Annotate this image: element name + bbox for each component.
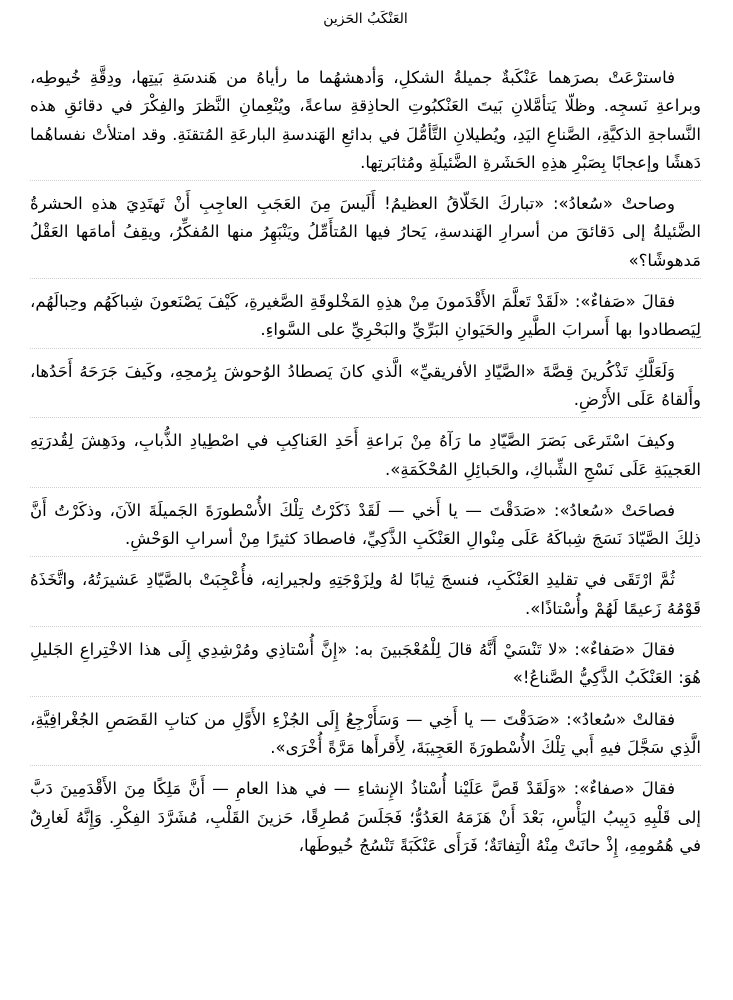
paragraph: وَلَعَلَّكِ تَذْكُرينَ قِصَّةَ «الصَّيّادِ الأفريقيِّ» الَّذي كانَ يَصطادُ الوُحوشَ بِرُمحِهِ، وكَيفَ جَرَحَهُ أَحَدُها، وأَلقاهُ عَلَى الأَرْضِ. xyxy=(30,358,701,419)
body-text xyxy=(30,64,701,860)
paragraph: وصاحتْ «سُعادُ»: «تباركَ الخَلّاقُ العظيمُ! أَلَيسَ مِنَ العَجَبِ العاجِبِ أَنْ تَهتَدِيَ هذهِ الحشرةُ الضَّئيلةُ إلى دَقائقَ من أسرارِ الهَندسةِ، يَحارُ فيها المُتأَمِّلُ ويَنْبَهِرُ منها المُفكِّرُ، ويقِفُ أمامَها العَقْلُ مَدهوشًا؟» xyxy=(30,190,701,279)
paragraph: فاسترْعَتْ بصرَهما عَنْكَبةٌ جميلةُ الشكلِ، وَأدهشهُما ما رأياهُ من هَندسَةِ بَيتِها، ودِقَّةِ خُيوطِه، وبراعةِ نَسجِه. وظلّا يَتأمَّلانِ بَيتَ العَنْكبُوتِ الحاذِقةِ ساعةً، ويُنْعِمانِ النَّظرَ والفِكْرَ في دقائقِ هذه النَّساجةِ الذكيَّةِ، الصَّناعِ اليَدِ، ويُطيلانِ التَّأمُّلَ في بدائعِ الهَندسةِ البارعَةِ المُتقنَةِ. وقد امتلأتْ نفساهُما دَهشًا وإعجابًا بِصَبْرِ هذِهِ الحَشَرةِ الضَّئيلَةِ ومُثابَرتِها. xyxy=(30,64,701,181)
paragraph: وكيفَ اسْتَرعَى بَصَرَ الصَّيّادِ ما رَآهُ مِنْ بَراعةِ أَحَدِ العَناكِبِ في اصْطِيادِ الذُّبابِ، ودَهِشَ لِقُدرَتِهِ العَجيبَةِ عَلَى نَسْجِ الشِّباكِ، والحَبائِلِ المُحْكَمَةِ». xyxy=(30,427,701,488)
paragraph: ثُمَّ ارْتَقَى في تقليدِ العَنْكَبِ، فنسجَ ثِيابًا لهُ ولِزَوْجَتِهِ ولجيرانِه، فأُعْجِبَتْ بالصَّيّادِ عَشيرَتُهُ، واتَّخَذَهُ قَوْمُهُ زَعيمًا لَهُمْ وأُسْتاذًا». xyxy=(30,566,701,627)
paragraph: فصاحَتْ «سُعادُ»: «صَدَقْتَ — يا أَخي — لَقَدْ ذَكَرْتُ تِلْكَ الأُسْطورَةَ الجَميلَةَ الآنَ، وذكَرْتُ أَنَّ ذلِكَ الصَّيّادَ نَسَجَ شِباكَهُ عَلَى مِنْوالِ العَنْكَبِ الذَّكِيِّ، فاصطادَ كثيرًا مِنْ أسرابِ الوَحْشِ. xyxy=(30,497,701,558)
running-header: العَنْكَبُ الحَزين xyxy=(323,11,408,27)
paragraph: فقالَ «صَفاءٌ»: «لَقَدْ تَعلَّمَ الأَقْدَمونَ مِنْ هذِهِ المَخْلوقَةِ الصَّغيرةِ، كَيْفَ يَصْنَعونَ شِباكَهُم وحِبالَهُم، لِيَصطادوا بها أَسرابَ الطَّيرِ والحَيَوانِ البَرِّيِّ والبَحْرِيِّ على السَّواءِ. xyxy=(30,288,701,349)
paragraph: فقالتْ «سُعادُ»: «صَدَقْتَ — يا أَخِي — وَسَأَرْجِعُ إِلَى الجُزْءِ الأَوَّلِ من كتابِ القَصَصِ الجُغْرافِيَّةِ، الَّذِي سَجَّلَ فيهِ أَبي تِلْكَ الأُسْطورَةَ العَجِيبَةَ، لِأَقرأَها مَرَّةً أُخْرَى». xyxy=(30,706,701,767)
paragraph: فقالَ «صفاءٌ»: «وَلَقَدْ قَصَّ عَلَيْنا أُسْتاذُ الإِنشاءِ — في هذا العامِ — أَنَّ مَلِكًا مِنَ الأَقْدَمِينَ دَبَّ إلى قَلْبِهِ دَبِيبُ اليَأْسِ، بَعْدَ أَنْ هَزَمَهُ العَدُوُّ؛ فَجَلَسَ مُطرِقًا، حَزينَ القَلْبِ، مُشَرَّدَ الفِكْرِ. وَإِنَّهُ لَغارِقٌ في هُمُومِهِ، إِذْ حانَتْ مِنْهُ الْتِفاتَةٌ؛ فَرَأَى عَنْكَبَةً تَنْسُجُ خُيوطَها، xyxy=(30,779,701,855)
paragraph: فقالَ «صَفاءٌ»: «لا تَنْسَيْ أَنَّهُ قالَ لِلْمُعْجَبينَ به: «إِنَّ أُسْتاذِي ومُرْشِدِي إِلَى هذا الاخْتِراعِ الجَليلِ هُوَ: العَنْكَبُ الذَّكِيُّ الصَّناعُ!» xyxy=(30,636,701,697)
